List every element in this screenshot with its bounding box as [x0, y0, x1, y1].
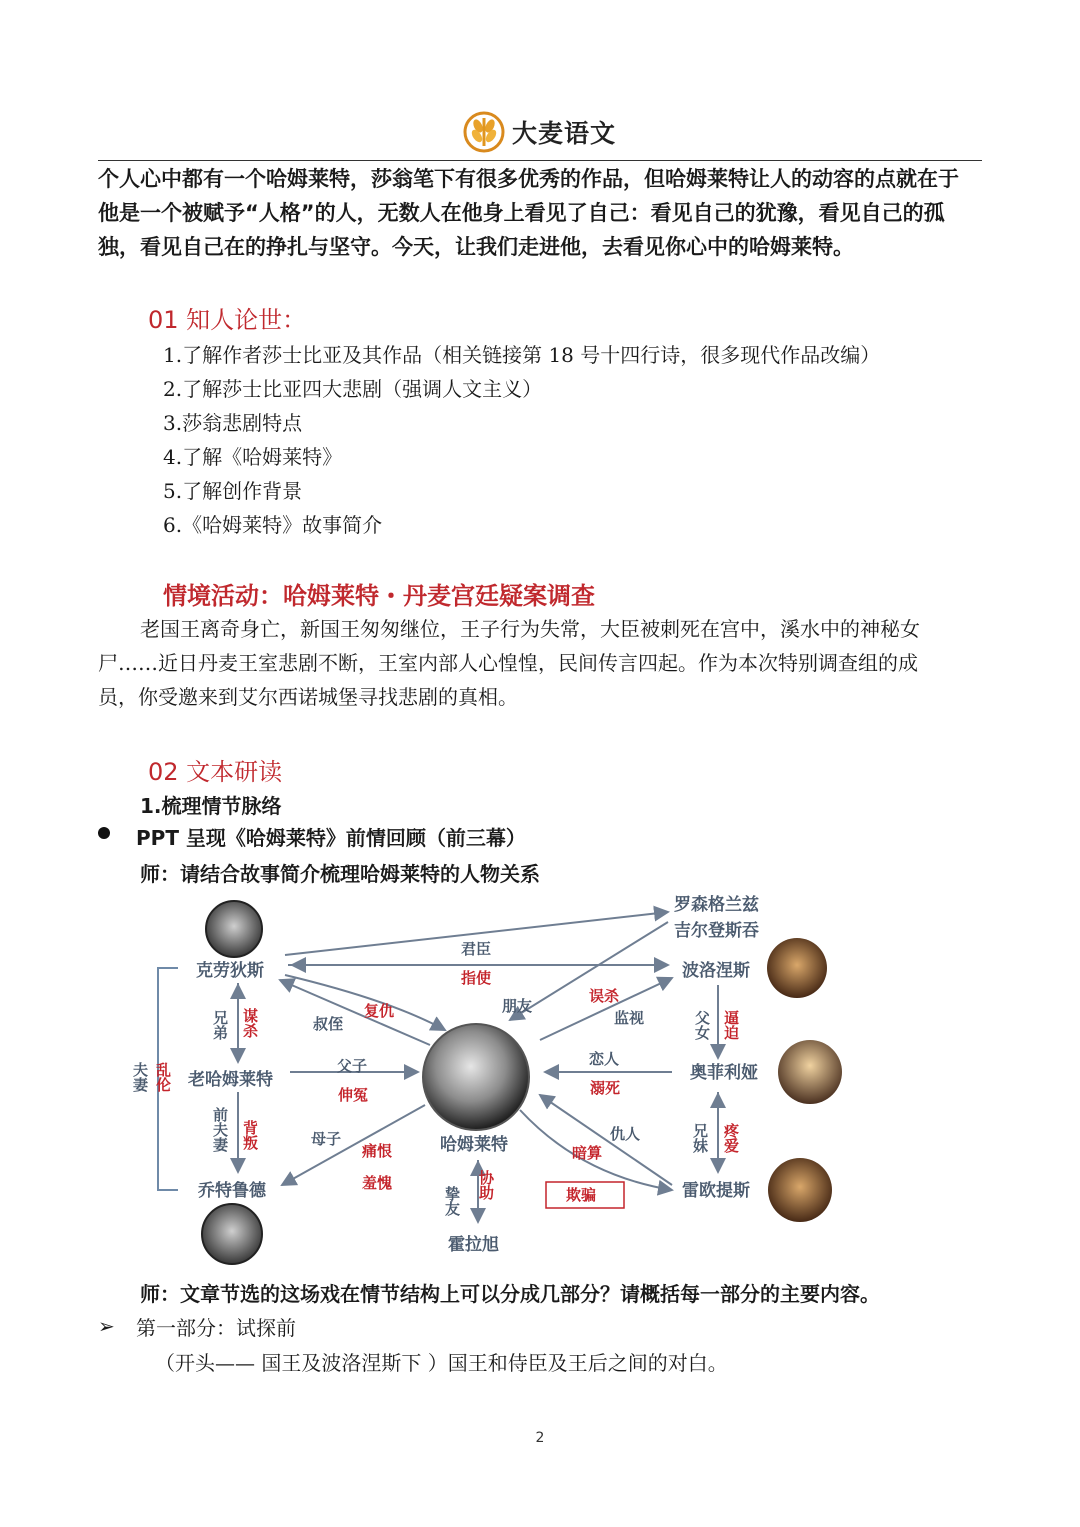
label-wusha: 误杀 [589, 987, 620, 1005]
label-mousha: 谋杀 [241, 1008, 259, 1038]
arrow-bullet-icon: ➢ [98, 1314, 115, 1338]
laertes-portrait [768, 1158, 832, 1222]
section1-title: 01 知人论世： [148, 306, 307, 334]
section2-title: 02 文本研读 [148, 758, 283, 786]
label-xiongmei: 兄妹 [691, 1123, 709, 1153]
label-zhishi: 指使 [461, 969, 492, 987]
label-xiongdi: 兄弟 [211, 1010, 229, 1040]
label-fuzi: 父子 [337, 1057, 368, 1075]
label-fuchou: 复仇 [364, 1002, 395, 1020]
label-shenyuan: 伸冤 [338, 1086, 369, 1104]
label-tonghen: 痛恨 [362, 1142, 393, 1160]
label-junchen: 君臣 [461, 940, 492, 958]
label-zhiyou: 挚友 [443, 1186, 461, 1216]
page-number: 2 [535, 1430, 545, 1446]
node-old-hamlet: 老哈姆莱特 [188, 1070, 273, 1090]
list-item: 5.了解创作背景 [163, 479, 303, 503]
teacher-prompt-2: 师：文章节选的这场戏在情节结构上可以分成几部分？请概括每一部分的主要内容。 [140, 1282, 880, 1306]
logo-text: 大麦语文 [512, 119, 617, 148]
node-guildenstern: 吉尔登斯吞 [674, 921, 759, 941]
part1-title: 第一部分：试探前 [136, 1316, 296, 1340]
node-horatio: 霍拉旭 [448, 1235, 499, 1255]
label-chouren: 仇人 [610, 1125, 641, 1143]
label-ansuan: 暗算 [572, 1144, 603, 1162]
subheading-plot: 1.梳理情节脉络 [140, 794, 282, 818]
part1-description: （开头—— 国王及波洛涅斯下 ）国王和侍臣及王后之间的对白。 [155, 1351, 728, 1375]
activity-line: 尸……近日丹麦王室悲剧不断，王室内部人心惶惶，民间传言四起。作为本次特别调查组的成 [98, 651, 918, 675]
label-luanlun: 乱伦 [154, 1062, 172, 1092]
label-tengai: 疼爱 [722, 1123, 740, 1153]
activity-line: 员，你受邀来到艾尔西诺城堡寻找悲剧的真相。 [98, 685, 518, 709]
label-beipan: 背叛 [241, 1120, 259, 1150]
node-ophelia: 奥菲利娅 [690, 1063, 758, 1083]
intro-line: 他是一个被赋予“人格”的人，无数人在他身上看见了自己：看见自己的犹豫，看见自己的孤 [98, 201, 945, 225]
node-claudius: 克劳狄斯 [196, 961, 264, 981]
label-lianren: 恋人 [589, 1050, 620, 1068]
teacher-prompt: 师：请结合故事简介梳理哈姆莱特的人物关系 [140, 862, 540, 886]
node-rosencrantz: 罗森格兰兹 [674, 895, 759, 915]
node-hamlet: 哈姆莱特 [440, 1135, 508, 1155]
bullet-text: PPT 呈现《哈姆莱特》前情回顾（前三幕） [136, 826, 526, 850]
list-item: 1.了解作者莎士比亚及其作品（相关链接第 18 号十四行诗，很多现代作品改编） [163, 343, 881, 367]
activity-title: 情境活动：哈姆莱特・丹麦宫廷疑案调查 [163, 582, 595, 610]
activity-line: 老国王离奇身亡，新国王匆匆继位，王子行为失常，大臣被刺死在宫中，溪水中的神秘女 [140, 617, 920, 641]
list-item: 3.莎翁悲剧特点 [163, 411, 303, 435]
intro-line: 个人心中都有一个哈姆莱特，莎翁笔下有很多优秀的作品，但哈姆莱特让人的动容的点就在于 [98, 167, 959, 191]
list-item: 4.了解《哈姆莱特》 [163, 445, 343, 469]
claudius-portrait [206, 901, 262, 957]
list-item: 2.了解莎士比亚四大悲剧（强调人文主义） [163, 377, 543, 401]
label-qianfuqi: 前夫妻 [211, 1107, 229, 1152]
node-laertes: 雷欧提斯 [682, 1181, 750, 1201]
gertrude-portrait [202, 1204, 262, 1264]
label-xiezhu: 协助 [477, 1170, 495, 1200]
node-gertrude: 乔特鲁德 [198, 1181, 266, 1201]
intro-line: 独，看见自己在的挣扎与坚守。今天，让我们走进他，去看见你心中的哈姆莱特。 [98, 235, 854, 259]
ophelia-portrait [778, 1040, 842, 1104]
label-bipo: 逼迫 [722, 1010, 740, 1040]
label-jianshi: 监视 [614, 1009, 645, 1027]
label-funv: 父女 [693, 1010, 711, 1040]
polonius-portrait [767, 938, 827, 998]
label-qipian: 欺骗 [566, 1186, 597, 1204]
label-xiukui: 羞愧 [362, 1174, 393, 1192]
list-item: 6.《哈姆莱特》故事简介 [163, 513, 383, 537]
label-shuzhi: 叔侄 [313, 1015, 344, 1033]
label-fuqi: 夫妻 [131, 1062, 149, 1092]
hamlet-portrait [423, 1024, 529, 1130]
node-polonius: 波洛涅斯 [682, 961, 750, 981]
label-pengyou: 朋友 [502, 997, 533, 1015]
label-nisi: 溺死 [590, 1079, 621, 1097]
label-muzi: 母子 [311, 1130, 342, 1148]
